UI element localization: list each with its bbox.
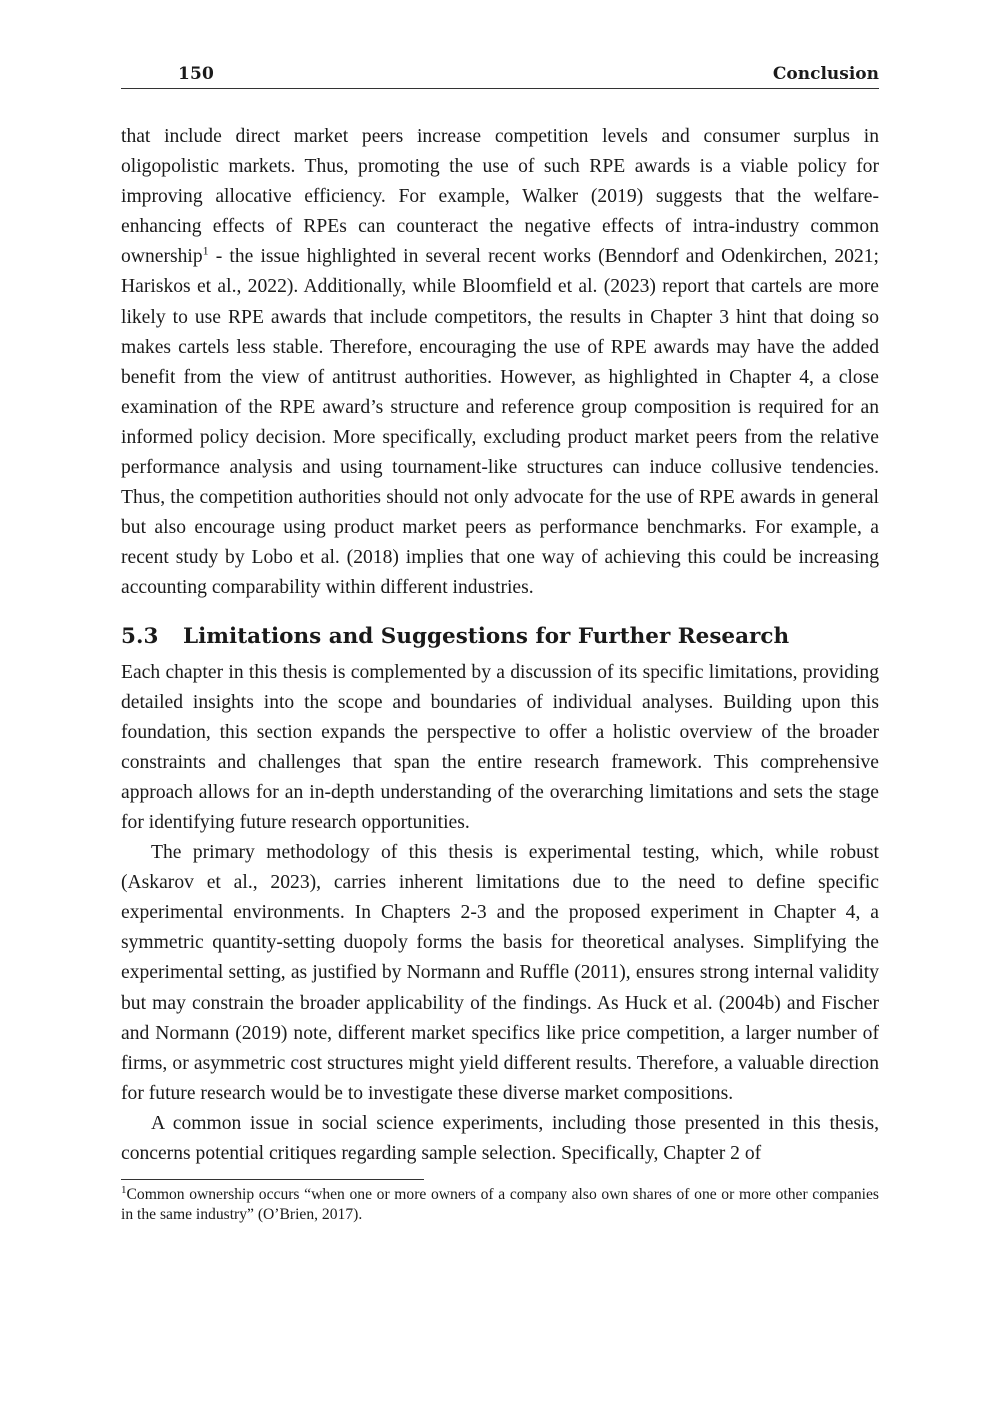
- section-number: 5.3: [121, 623, 159, 649]
- paragraph-policy-implications: [121, 122, 879, 604]
- paragraph-text: that include direct market peers increase competition levels and consumer surplus in oligopolistic markets. Thus, promoting the use of such RPE awards is a viable policy for improving allocative efficiency. For example, Walker (2019) suggests that the welfare-enhancing effects of RPEs can counteract the negative effects of intra-industry common ownership: [121, 126, 879, 268]
- footnote-reference[interactable]: 1: [202, 243, 209, 258]
- chapter-title: Conclusion: [772, 64, 879, 84]
- section-heading: [121, 622, 879, 652]
- paragraph-methodology: The primary methodology of this thesis is experimental testing, which, while robust (Askarov et al., 2023), carries inherent limitations due to the need to define specific experimental environments. In Chapters 2-3 and the proposed experiment in Chapter 4, a symmetric quantity-setting duopoly forms the basis for theoretical analyses. Simplifying the experimental setting, as justified by Normann and Ruffle (2011), ensures strong internal validity but may constrain the broader applicability of the findings. As Huck et al. (2004b) and Fischer and Normann (2019) note, different market specifics like price competition, a larger number of firms, or asymmetric cost structures might yield different results. Therefore, a valuable direction for future research would be to investigate these diverse market compositions.: [121, 842, 879, 1104]
- running-header: [121, 58, 879, 89]
- footnote-mark: 1: [121, 1183, 127, 1196]
- footnote-text: Common ownership occurs “when one or more owners of a company also own shares of one or more other companies in the same industry” (O’Brien, 2017).: [121, 1186, 879, 1224]
- document-page: [121, 58, 879, 1358]
- paragraph-sample-selection: A common issue in social science experiments, including those presented in this thesis, concerns potential critiques regarding sample selection. Specifically, Chapter 2 of: [121, 1112, 879, 1164]
- body-text: [121, 122, 879, 1169]
- page-number: 150: [178, 64, 215, 84]
- section-title: Limitations and Suggestions for Further Research: [183, 623, 790, 649]
- footnote-divider: [121, 1179, 424, 1180]
- paragraph-overview: Each chapter in this thesis is complemented by a discussion of its specific limitations, providing detailed insights into the scope and boundaries of individual analyses. Building upon this foundation, this section expands the perspective to offer a holistic overview of the broader constraints and challenges that span the entire research framework. This comprehensive approach allows for an in-depth understanding of the overarching limitations and sets the stage for identifying future research opportunities.: [121, 661, 879, 833]
- footnote: [121, 1185, 879, 1225]
- paragraph-text: - the issue highlighted in several recent works (Benndorf and Odenkirchen, 2021; Hariskos et al., 2022). Additionally, while Bloomfield et al. (2023) report that cartels are more likely to use RPE awards that include competitors, the results in Chapter 3 hint that doing so makes cartels less stable. Therefore, encouraging the use of RPE awards may have the added benefit from the view of antitrust authorities. However, as highlighted in Chapter 4, a close examination of the RPE award’s structure and reference group composition is required for an informed policy decision. More specifically, excluding product market peers from the relative performance analysis and using tournament-like structures can induce collusive tendencies. Thus, the competition authorities should not only advocate for the use of RPE awards in general but also encourage using product market peers as performance benchmarks. For example, a recent study by Lobo et al. (2018) implies that one way of achieving this could be increasing accounting comparability within different industries.: [121, 246, 879, 599]
